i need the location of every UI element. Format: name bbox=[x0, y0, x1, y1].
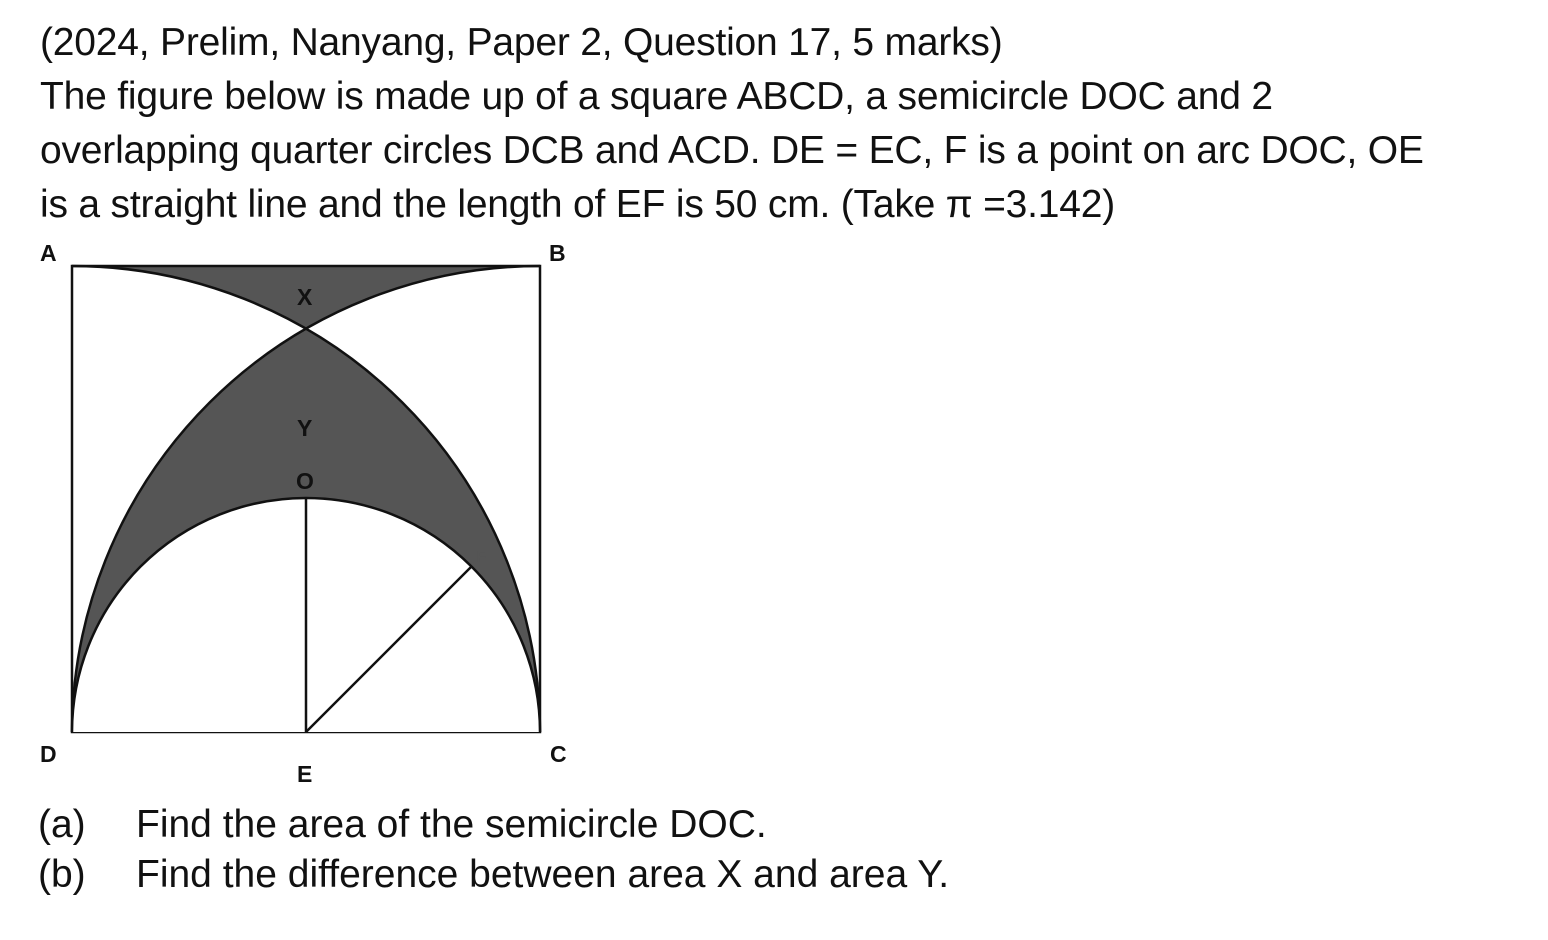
label-x: X bbox=[297, 284, 313, 310]
geometry-figure bbox=[0, 230, 620, 790]
question-header: (2024, Prelim, Nanyang, Paper 2, Question 17, 5 marks) bbox=[40, 21, 1003, 64]
question-text-line: is a straight line and the length of EF is 50 cm. (Take π =3.142) bbox=[40, 183, 1116, 226]
label-d: D bbox=[40, 741, 57, 767]
part-b-label: (b) bbox=[38, 853, 86, 896]
label-b: B bbox=[549, 240, 566, 266]
part-a-label: (a) bbox=[38, 803, 86, 846]
question-text-line: overlapping quarter circles DCB and ACD. DE = EC, F is a point on arc DOC, OE bbox=[40, 129, 1424, 172]
label-y: Y bbox=[297, 415, 313, 441]
label-f: F bbox=[476, 549, 486, 566]
question-text-line: The figure below is made up of a square ABCD, a semicircle DOC and 2 bbox=[40, 75, 1273, 118]
label-o: O bbox=[296, 468, 314, 494]
question-part-b bbox=[38, 850, 949, 900]
label-a: A bbox=[40, 240, 57, 266]
figure-svg bbox=[0, 230, 620, 790]
part-b-text: Find the difference between area X and area Y. bbox=[136, 853, 950, 896]
part-a-text: Find the area of the semicircle DOC. bbox=[136, 803, 767, 846]
label-e: E bbox=[297, 761, 313, 787]
question-part-a bbox=[38, 800, 767, 850]
label-c: C bbox=[550, 741, 567, 767]
